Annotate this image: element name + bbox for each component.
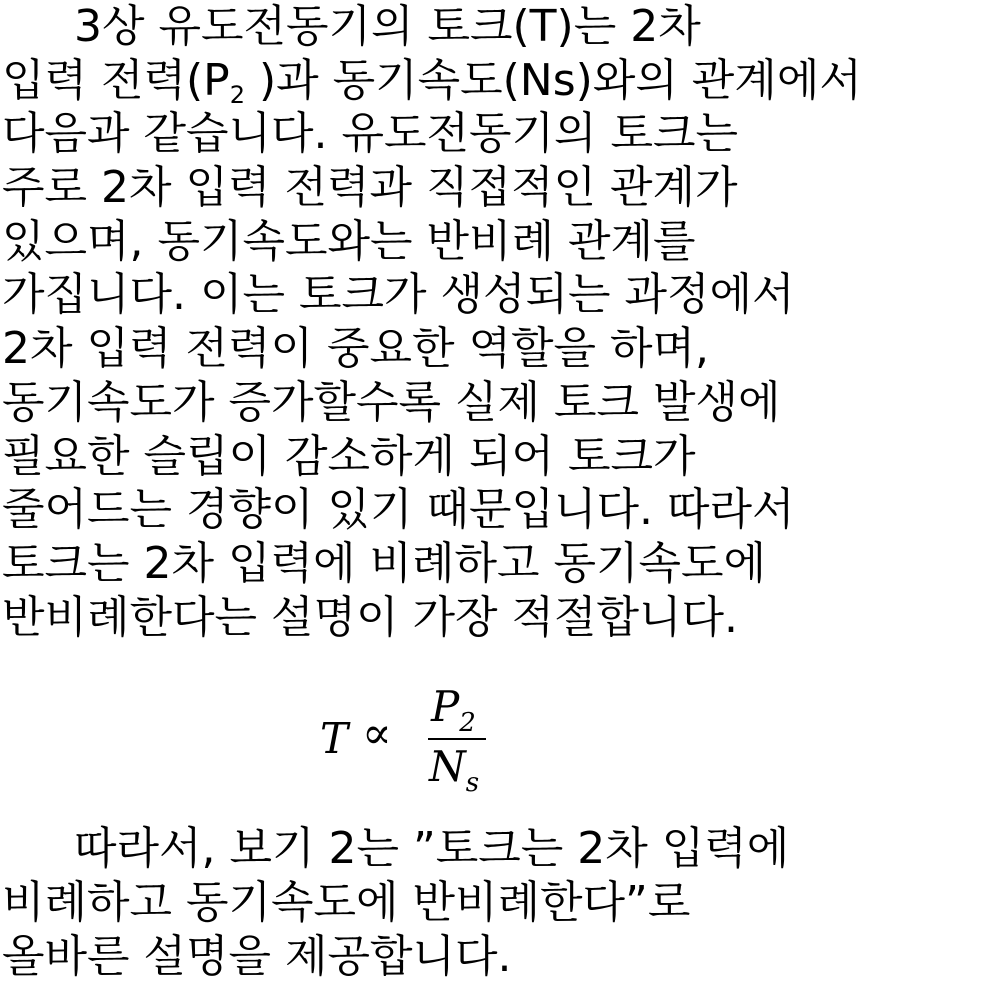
text-line: 올바른 설명을 제공합니다. — [2, 931, 512, 982]
text-line: 2차 입력 전력이 중요한 역할을 하며, — [2, 323, 709, 375]
formula-numerator — [431, 682, 476, 738]
text-line-part: 입력 전력(P — [2, 54, 230, 106]
text-line: 따라서, 보기 2는 ”토크는 2차 입력에 — [74, 823, 790, 874]
text-line-part: )과 동기속도(Ns)와의 관계에서 — [244, 54, 862, 106]
fraction-bar — [428, 738, 486, 740]
numerator-symbol: P — [431, 682, 460, 731]
text-line: 다음과 같습니다. 유도전동기의 토크는 — [2, 108, 739, 160]
text-line: 있으며, 동기속도와는 반비례 관계를 — [2, 215, 696, 267]
text-line: 주로 2차 입력 전력과 직접적인 관계가 — [2, 162, 738, 214]
proportional-symbol: ∝ — [362, 708, 392, 759]
subscript: 2 — [229, 80, 245, 109]
torque-proportionality-formula — [318, 682, 518, 808]
formula-lhs: T — [320, 714, 349, 763]
text-line: 반비례한다는 설명이 가장 적절합니다. — [2, 591, 739, 643]
text-line: 줄어드는 경향이 있기 때문입니다. 따라서 — [2, 484, 795, 536]
text-line: 토크는 2차 입력에 비례하고 동기속도에 — [2, 537, 767, 589]
explanation-paragraph — [2, 0, 986, 644]
text-line: 필요한 슬립이 감소하게 되어 토크가 — [2, 430, 696, 482]
numerator-subscript: 2 — [459, 708, 476, 738]
conclusion-paragraph — [2, 822, 986, 984]
text-line: 3상 유도전동기의 토크(T)는 2차 — [74, 1, 701, 52]
denominator-subscript: s — [465, 768, 480, 798]
text-line: 동기속도가 증가할수록 실제 토크 발생에 — [2, 376, 781, 428]
denominator-symbol: N — [429, 742, 466, 791]
text-line — [2, 54, 986, 108]
formula-denominator — [429, 742, 480, 798]
text-line: 가집니다. 이는 토크가 생성되는 과정에서 — [2, 269, 795, 321]
text-line: 비례하고 동기속도에 반비례한다”로 — [2, 877, 691, 928]
